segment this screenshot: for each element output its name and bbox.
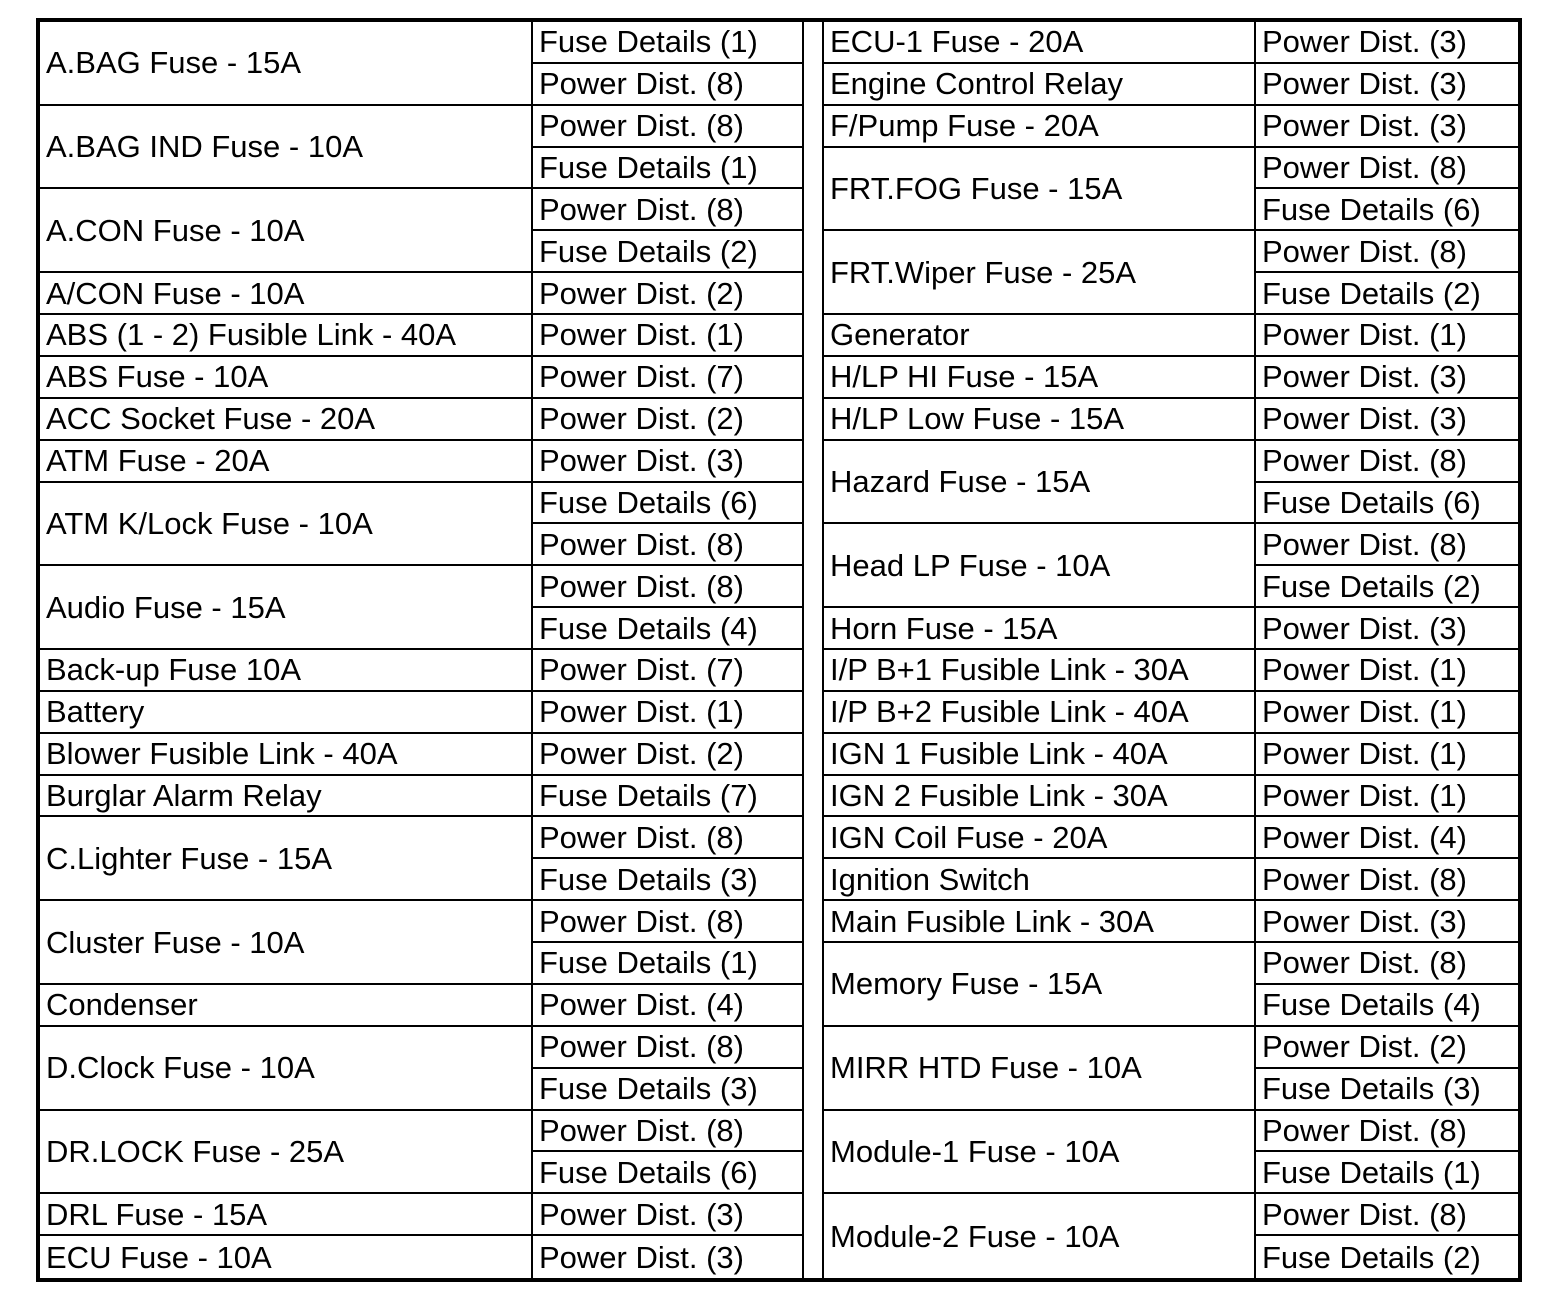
reference-cell: Power Dist. (3) bbox=[539, 1239, 744, 1275]
reference-cell: Power Dist. (7) bbox=[533, 650, 802, 692]
reference-cell: Fuse Details (3) bbox=[1256, 1069, 1522, 1111]
reference-cell: Power Dist. (1) bbox=[1256, 315, 1522, 357]
component-name-blower-fusible-link-40a: Blower Fusible Link - 40A bbox=[40, 734, 533, 776]
component-index-table bbox=[36, 18, 1522, 1282]
component-name-atm-k-lock-fuse-10a: ATM K/Lock Fuse - 10A bbox=[40, 483, 533, 567]
reference-cell: Power Dist. (8) bbox=[533, 106, 802, 148]
component-name-d-clock-fuse-10a: D.Clock Fuse - 10A bbox=[40, 1027, 533, 1111]
reference-cell: Fuse Details (3) bbox=[533, 1069, 802, 1111]
reference-cell: Power Dist. (2) bbox=[533, 273, 802, 315]
component-name-cluster-fuse-10a: Cluster Fuse - 10A bbox=[40, 901, 533, 985]
column-divider bbox=[802, 22, 824, 1278]
reference-cell: Power Dist. (8) bbox=[1256, 441, 1522, 483]
reference-cell: Fuse Details (4) bbox=[533, 608, 802, 650]
reference-cell: Fuse Details (6) bbox=[1256, 483, 1522, 525]
reference-cell: Fuse Details (6) bbox=[533, 1152, 802, 1194]
component-name-ign-coil-fuse-20a: IGN Coil Fuse - 20A bbox=[824, 817, 1256, 859]
reference-cell: Power Dist. (1) bbox=[533, 692, 802, 734]
reference-cell: Power Dist. (8) bbox=[1256, 1111, 1522, 1153]
component-name-horn-fuse-15a: Horn Fuse - 15A bbox=[824, 608, 1256, 650]
component-name-hazard-fuse-15a: Hazard Fuse - 15A bbox=[824, 441, 1256, 525]
reference-cell: Power Dist. (1) bbox=[533, 315, 802, 357]
reference-cell: Fuse Details (1) bbox=[1256, 1152, 1522, 1194]
component-name-memory-fuse-15a: Memory Fuse - 15A bbox=[824, 943, 1256, 1027]
component-name-acc-socket-fuse-20a: ACC Socket Fuse - 20A bbox=[40, 399, 533, 441]
reference-cell: Fuse Details (2) bbox=[1262, 1239, 1481, 1275]
component-name-generator: Generator bbox=[824, 315, 1256, 357]
component-name-mirr-htd-fuse-10a: MIRR HTD Fuse - 10A bbox=[824, 1027, 1256, 1111]
reference-cell: Power Dist. (3) bbox=[1256, 901, 1522, 943]
component-name-a-bag-fuse-15a: A.BAG Fuse - 15A bbox=[40, 22, 533, 106]
reference-cell: Power Dist. (1) bbox=[1256, 776, 1522, 818]
component-name-abs-1-2-fusible-link-40a: ABS (1 - 2) Fusible Link - 40A bbox=[40, 315, 533, 357]
reference-cell: Power Dist. (3) bbox=[1256, 22, 1522, 64]
component-name-abs-fuse-10a: ABS Fuse - 10A bbox=[40, 357, 533, 399]
component-name-audio-fuse-15a: Audio Fuse - 15A bbox=[40, 566, 533, 650]
component-name-main-fusible-link-30a: Main Fusible Link - 30A bbox=[824, 901, 1256, 943]
component-name-dr-lock-fuse-25a: DR.LOCK Fuse - 25A bbox=[40, 1111, 533, 1195]
reference-cell: Power Dist. (3) bbox=[1256, 357, 1522, 399]
component-name-a-bag-ind-fuse-10a: A.BAG IND Fuse - 10A bbox=[40, 106, 533, 190]
component-name-frt-wiper-fuse-25a: FRT.Wiper Fuse - 25A bbox=[824, 231, 1256, 315]
reference-cell: Power Dist. (3) bbox=[1256, 399, 1522, 441]
reference-cell: Power Dist. (2) bbox=[1256, 1027, 1522, 1069]
reference-cell: Fuse Details (1) bbox=[533, 943, 802, 985]
component-name-ecu-1-fuse-20a: ECU-1 Fuse - 20A bbox=[824, 22, 1256, 64]
reference-cell: Power Dist. (8) bbox=[533, 817, 802, 859]
component-name-head-lp-fuse-10a: Head LP Fuse - 10A bbox=[824, 524, 1256, 608]
reference-cell: Fuse Details (1) bbox=[533, 22, 802, 64]
component-name-back-up-fuse-10a: Back-up Fuse 10A bbox=[40, 650, 533, 692]
component-name-engine-control-relay: Engine Control Relay bbox=[824, 64, 1256, 106]
reference-cell: Power Dist. (8) bbox=[1256, 524, 1522, 566]
reference-cell: Power Dist. (2) bbox=[533, 399, 802, 441]
reference-cell: Fuse Details (6) bbox=[533, 483, 802, 525]
reference-cell: Fuse Details (1) bbox=[533, 148, 802, 190]
component-name-drl-fuse-15a: DRL Fuse - 15A bbox=[40, 1194, 533, 1236]
reference-cell: Power Dist. (8) bbox=[533, 1027, 802, 1069]
reference-cell: Power Dist. (8) bbox=[533, 189, 802, 231]
component-name-h-lp-low-fuse-15a: H/LP Low Fuse - 15A bbox=[824, 399, 1256, 441]
reference-cell: Fuse Details (2) bbox=[533, 231, 802, 273]
component-name-a-con-fuse-10a: A/CON Fuse - 10A bbox=[40, 273, 533, 315]
reference-cell: Fuse Details (6) bbox=[1256, 189, 1522, 231]
reference-cell: Power Dist. (8) bbox=[1256, 859, 1522, 901]
reference-cell: Power Dist. (4) bbox=[533, 985, 802, 1027]
reference-cell: Power Dist. (8) bbox=[533, 1111, 802, 1153]
reference-cell: Fuse Details (2) bbox=[1256, 566, 1522, 608]
reference-cell: Power Dist. (3) bbox=[1256, 64, 1522, 106]
reference-cell: Power Dist. (1) bbox=[1256, 650, 1522, 692]
right-column-table bbox=[824, 22, 1522, 1278]
reference-cell: Fuse Details (3) bbox=[533, 859, 802, 901]
reference-cell: Power Dist. (8) bbox=[533, 901, 802, 943]
component-name-i-p-b-1-fusible-link-30a: I/P B+1 Fusible Link - 30A bbox=[824, 650, 1256, 692]
reference-cell: Fuse Details (4) bbox=[1256, 985, 1522, 1027]
reference-cell: Power Dist. (3) bbox=[1256, 608, 1522, 650]
reference-cell: Power Dist. (3) bbox=[533, 1194, 802, 1236]
reference-cell: Power Dist. (1) bbox=[1256, 734, 1522, 776]
component-name-battery: Battery bbox=[40, 692, 533, 734]
reference-cell: Power Dist. (8) bbox=[533, 524, 802, 566]
component-name-i-p-b-2-fusible-link-40a: I/P B+2 Fusible Link - 40A bbox=[824, 692, 1256, 734]
reference-cell: Power Dist. (8) bbox=[1256, 231, 1522, 273]
component-name-module-2-fuse-10a: Module-2 Fuse - 10A bbox=[824, 1194, 1256, 1278]
reference-cell: Power Dist. (1) bbox=[1256, 692, 1522, 734]
component-name-burglar-alarm-relay: Burglar Alarm Relay bbox=[40, 776, 533, 818]
component-name-frt-fog-fuse-15a: FRT.FOG Fuse - 15A bbox=[824, 148, 1256, 232]
reference-cell: Power Dist. (8) bbox=[1256, 943, 1522, 985]
left-column-table bbox=[40, 22, 802, 1278]
reference-cell: Fuse Details (2) bbox=[1256, 273, 1522, 315]
component-name-condenser: Condenser bbox=[40, 985, 533, 1027]
reference-cell: Power Dist. (8) bbox=[1256, 1194, 1522, 1236]
component-name-ecu-fuse-10a: ECU Fuse - 10A bbox=[40, 1236, 533, 1278]
component-name-ignition-switch: Ignition Switch bbox=[824, 859, 1256, 901]
component-name-c-lighter-fuse-15a: C.Lighter Fuse - 15A bbox=[40, 817, 533, 901]
reference-cell: Power Dist. (8) bbox=[1256, 148, 1522, 190]
reference-cell: Power Dist. (8) bbox=[533, 566, 802, 608]
component-name-module-1-fuse-10a: Module-1 Fuse - 10A bbox=[824, 1111, 1256, 1195]
reference-cell: Power Dist. (4) bbox=[1256, 817, 1522, 859]
reference-cell: Power Dist. (2) bbox=[533, 734, 802, 776]
component-name-f-pump-fuse-20a: F/Pump Fuse - 20A bbox=[824, 106, 1256, 148]
component-name-a-con-fuse-10a: A.CON Fuse - 10A bbox=[40, 189, 533, 273]
component-name-atm-fuse-20a: ATM Fuse - 20A bbox=[40, 441, 533, 483]
reference-cell: Power Dist. (7) bbox=[533, 357, 802, 399]
component-name-h-lp-hi-fuse-15a: H/LP HI Fuse - 15A bbox=[824, 357, 1256, 399]
reference-cell: Power Dist. (3) bbox=[1256, 106, 1522, 148]
reference-cell: Power Dist. (8) bbox=[533, 64, 802, 106]
component-name-ign-2-fusible-link-30a: IGN 2 Fusible Link - 30A bbox=[824, 776, 1256, 818]
reference-cell: Fuse Details (7) bbox=[533, 776, 802, 818]
component-name-ign-1-fusible-link-40a: IGN 1 Fusible Link - 40A bbox=[824, 734, 1256, 776]
reference-cell: Power Dist. (3) bbox=[533, 441, 802, 483]
